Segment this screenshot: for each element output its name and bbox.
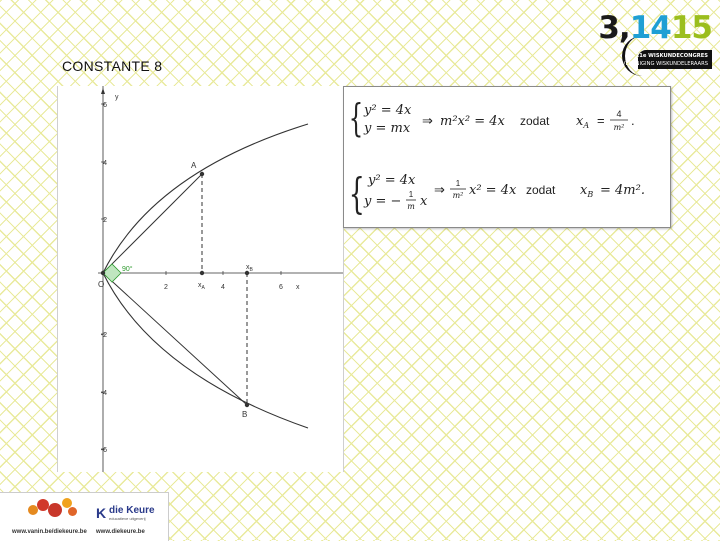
origin-label: O [98, 280, 105, 289]
logo-band-line2: DE VLAAMSE VERENIGING WISKUNDELERAARS [586, 61, 708, 67]
diekeure-logo [96, 505, 155, 521]
vanin-logo [28, 497, 82, 519]
chord-ob [100, 273, 247, 405]
xa-label-x: x [198, 282, 202, 289]
equation-svg [344, 87, 670, 227]
row1-system-line1: y² = 4x [364, 103, 412, 118]
y-tick-label-2: 2 [103, 217, 107, 224]
equation-panel [343, 86, 671, 228]
row2-system-line2-post: x [420, 194, 428, 209]
row1-conclusion-x: x [576, 114, 584, 129]
row2-arrow: ⇒ [434, 182, 445, 197]
y-tick-label-neg6: -6 [100, 447, 107, 454]
logo-number [598, 10, 712, 46]
row2-system-line1: y² = 4x [368, 173, 416, 188]
row2-conclusion-sub: B [587, 190, 594, 199]
point-xa [200, 271, 204, 275]
diekeure-name: die Keure [109, 505, 155, 516]
y-tick-label-neg2: -2 [100, 332, 107, 339]
row2-sys-frac-den: m [407, 202, 415, 211]
row1-frac-num: 4 [616, 109, 622, 119]
congress-logo [586, 10, 712, 76]
x-tick-label-6: 6 [279, 284, 283, 291]
sponsor-url-2: www.diekeure.be [96, 529, 145, 535]
xa-label-sub: A [201, 285, 205, 291]
xb-label-x: x [246, 264, 250, 271]
sponsor-box [0, 492, 169, 541]
sponsor-url-1: www.vanin.be/diekeure.be [12, 529, 87, 535]
point-origin [101, 271, 105, 275]
row1-end: . [631, 113, 635, 128]
point-b-label: B [242, 410, 248, 419]
point-b [245, 403, 249, 407]
y-axis-label: y [115, 94, 119, 101]
row1-system-line2: y = mx [364, 121, 411, 136]
diekeure-sub: educatieve uitgeverij [109, 516, 146, 521]
diekeure-mark: K [96, 505, 107, 521]
chord-oa [103, 174, 202, 273]
row2-conclusion-var [580, 183, 593, 199]
logo-number-part1: 3, [598, 10, 630, 46]
row2-conclusion-rest: = 4m². [600, 183, 645, 198]
logo-band [586, 50, 712, 69]
parabola-curve [100, 124, 308, 428]
x-axis-label: x [296, 284, 300, 291]
xb-label-sub: B [249, 267, 253, 273]
row1-conclusion-var [576, 114, 589, 130]
row2-system-line2-pre: y = − [364, 194, 402, 209]
point-a-label: A [191, 161, 197, 170]
x-tick-label-2: 2 [164, 284, 168, 291]
logo-band-line1: 21e WISKUNDECONGRES [635, 53, 708, 59]
graph-panel [57, 86, 344, 472]
row1-word: zodat [520, 114, 550, 128]
row2-frac-num: 1 [455, 179, 461, 188]
y-tick-label-6: 6 [103, 102, 107, 109]
y-tick-label-neg4: -4 [100, 390, 107, 397]
x-tick-label-4: 4 [221, 284, 225, 291]
logo-dot-3 [48, 503, 62, 517]
xa-label [198, 282, 206, 291]
brace-row1: { [348, 97, 364, 141]
angle-label: 90° [122, 266, 133, 273]
row1-conclusion-eq: = [597, 113, 605, 128]
row2-sys-frac-num: 1 [408, 190, 414, 199]
logo-number-part3: 15 [670, 10, 712, 46]
row1-frac-den: m² [613, 123, 625, 132]
point-a [200, 172, 204, 176]
parabola-graph [58, 86, 343, 472]
brace-row2: { [348, 170, 365, 219]
row1-arrow: ⇒ [422, 113, 433, 128]
row2-word: zodat [526, 183, 556, 197]
row1-conclusion-sub: A [583, 121, 590, 130]
logo-dot-5 [68, 507, 77, 516]
slide-title: CONSTANTE 8 [62, 58, 163, 74]
row1-result: m²x² = 4x [440, 114, 505, 129]
logo-number-part2: 14 [629, 10, 671, 46]
row2-conclusion-x: x [580, 183, 588, 198]
y-tick-label-4: 4 [103, 160, 107, 167]
y-axis-arrow [101, 88, 105, 94]
row2-frac-den: m² [452, 191, 464, 200]
row2-result: x² = 4x [469, 183, 517, 198]
